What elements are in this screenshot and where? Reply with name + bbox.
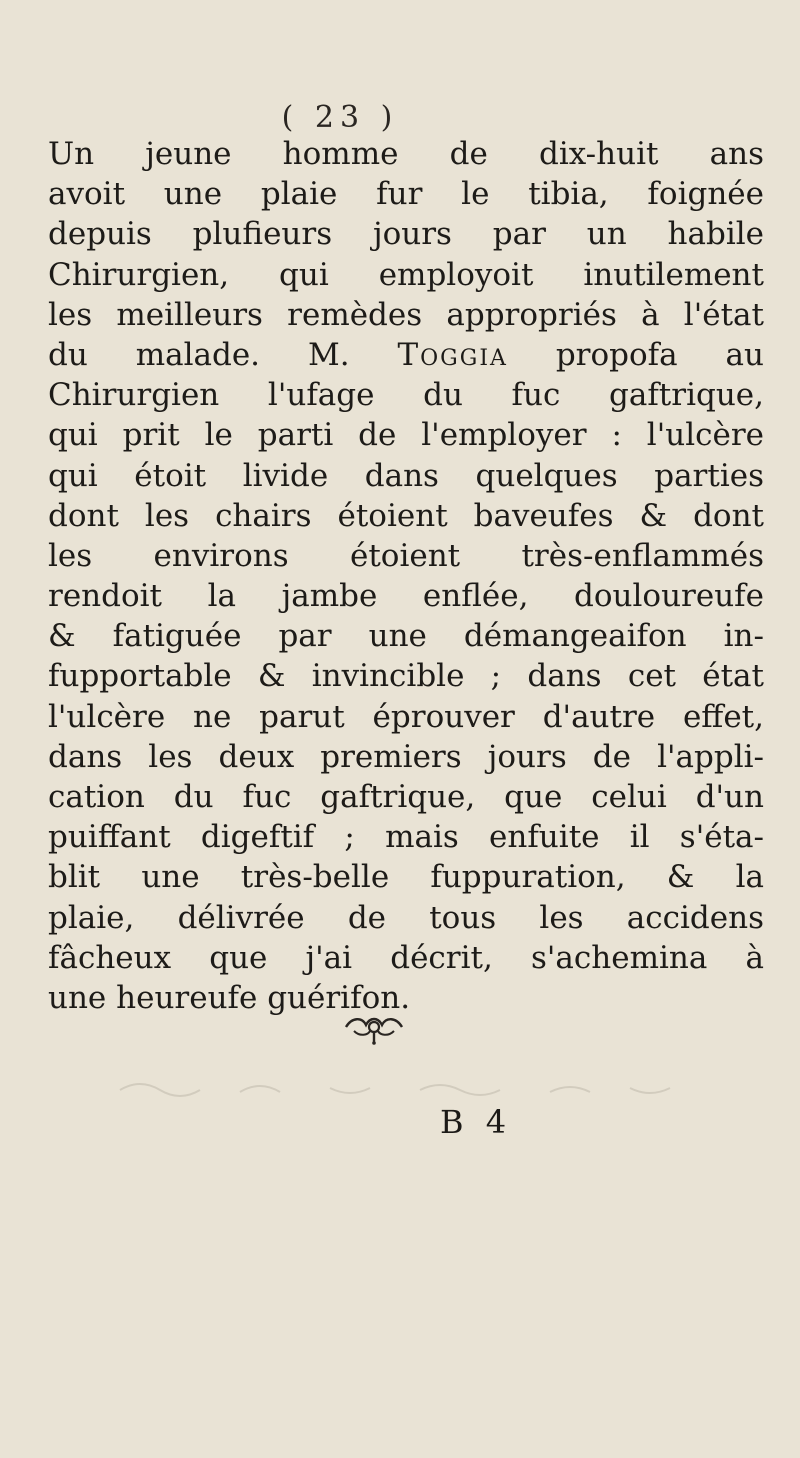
text-line: blit une très-belle fuppuration, & la — [48, 859, 764, 896]
text-line-with-name — [48, 335, 764, 375]
text-line: fupportable & invincible ; dans cet état — [48, 658, 764, 695]
text-line: rendoit la jambe enflée, douloureufe — [48, 578, 764, 615]
text-line: cation du fuc gaftrique, que celui d'un — [48, 779, 764, 815]
person-name: Toggia — [397, 336, 508, 373]
text-line: dont les chairs étoient baveufes & dont — [48, 497, 764, 534]
page-number: ( 23 ) — [281, 100, 399, 135]
text-line: & fatiguée par une démangeaifon in- — [48, 618, 764, 655]
text-line: fâcheux que j'ai décrit, s'achemina à — [48, 939, 764, 976]
text-line: les environs étoient très-enflammés — [48, 537, 764, 574]
text-line: plaie, délivrée de tous les accidens — [48, 899, 764, 936]
text-line: puiffant digeftif ; mais enfuite il s'éta- — [48, 819, 764, 856]
signature-mark: B 4 — [440, 1103, 513, 1141]
text-line: avoit une plaie fur le tibia, foignée — [48, 176, 764, 213]
body-text — [48, 134, 764, 1018]
printer-fleuron-ornament-icon — [334, 1005, 414, 1045]
text-line: depuis plufieurs jours par un habile — [48, 216, 764, 253]
text-line-start: du malade. M. — [48, 336, 398, 373]
text-line: les meilleurs remèdes appropriés à l'état — [48, 296, 764, 333]
show-through-texture — [100, 1070, 700, 1110]
text-line: Chirurgien l'ufage du fuc gaftrique, — [48, 377, 764, 414]
text-line: dans les deux premiers jours de l'appli- — [48, 738, 764, 775]
text-line-last: une heureufe guérifon. — [48, 979, 411, 1016]
text-line: l'ulcère ne parut éprouver d'autre effet, — [48, 698, 764, 735]
text-line: qui prit le parti de l'employer : l'ulcère — [48, 417, 764, 454]
text-line: Un jeune homme de dix-huit ans — [48, 136, 764, 172]
text-line-end: propofa au — [507, 336, 764, 373]
text-line: Chirurgien, qui employoit inutilement — [48, 256, 764, 293]
text-line: qui étoit livide dans quelques parties — [48, 457, 764, 494]
